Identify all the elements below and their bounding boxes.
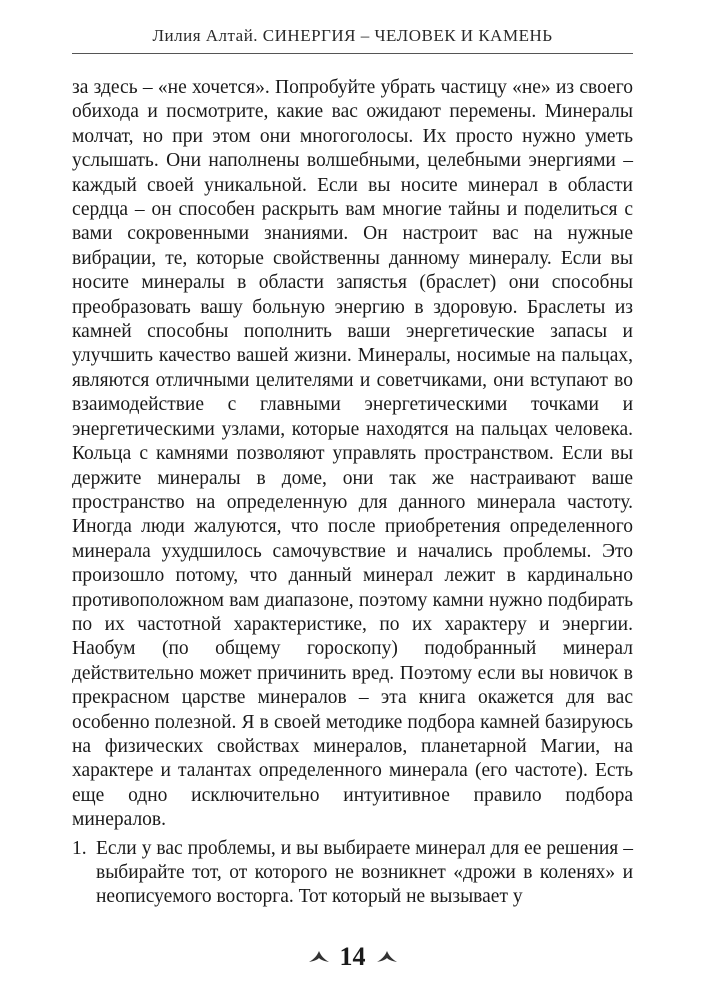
leaf-ornament-icon: [308, 950, 330, 964]
page-number: 14: [339, 942, 366, 971]
list-item: [72, 837, 633, 910]
list-item-text: Если у вас проблемы, и вы выбираете минерал для ее решения – выбирайте тот, от которого не возникнет «дрожи в коленях» и неописуемого восторга. Тот который не вызывает у: [96, 837, 633, 908]
page-body: [72, 76, 633, 910]
body-paragraph: за здесь – «не хочется». Попробуйте убрать частицу «не» из своего обихода и посмотрите, какие вас ожидают перемены. Минералы молчат, но при этом они многоголосы. Их просто нужно уметь услышать. Они наполнены волшебными, целебными энергиями – каждый своей уникальной. Если вы носите минерал в области сердца – он способен раскрыть вам многие тайны и поделиться с вами сокровенными знаниями. Он настроит вас на нужные вибрации, те, которые свойственны данному минералу. Если вы носите минералы в области запястья (браслет) они способны преобразовать вашу больную энергию в здоровую. Браслеты из камней способны пополнить ваши энергетические запасы и улучшить качество вашей жизни. Минералы, носимые на пальцах, являются отличными целителями и советчиками, они вступают во взаимодействие с главными энергетическими точками и энергетическими узлами, которые находятся на пальцах человека. Кольца с камнями позволяют управлять пространством. Если вы держите минералы в доме, они так же настраивают ваше пространство на определенную для данного минерала частоту. Иногда люди жалуются, что после приобретения определенного минерала ухудшилось самочувствие и начались проблемы. Это произошло потому, что данный минерал лежит в кардинально противоположном вам диапазоне, поэтому камни нужно подбирать по их частотной характеристике, по их характеру и энергии. Наобум (по общему гороскопу) подобранный минерал действительно может причинить вред. Поэтому если вы новичок в прекрасном царстве минералов – эта книга окажется для вас особенно полезной. Я в своей методике подбора камней базируюсь на физических свойствах минералов, планетарной Магии, на характере и талантах определенного минерала (его частоте). Есть еще одно исключительно интуитивное правило подбора минералов.: [72, 77, 633, 831]
page-footer: [0, 942, 705, 972]
running-header: Лилия Алтай. СИНЕРГИЯ – ЧЕЛОВЕК И КАМЕНЬ: [72, 26, 633, 54]
list-item-number: 1.: [72, 837, 87, 859]
leaf-ornament-icon: [376, 950, 398, 964]
numbered-list: [72, 837, 633, 910]
